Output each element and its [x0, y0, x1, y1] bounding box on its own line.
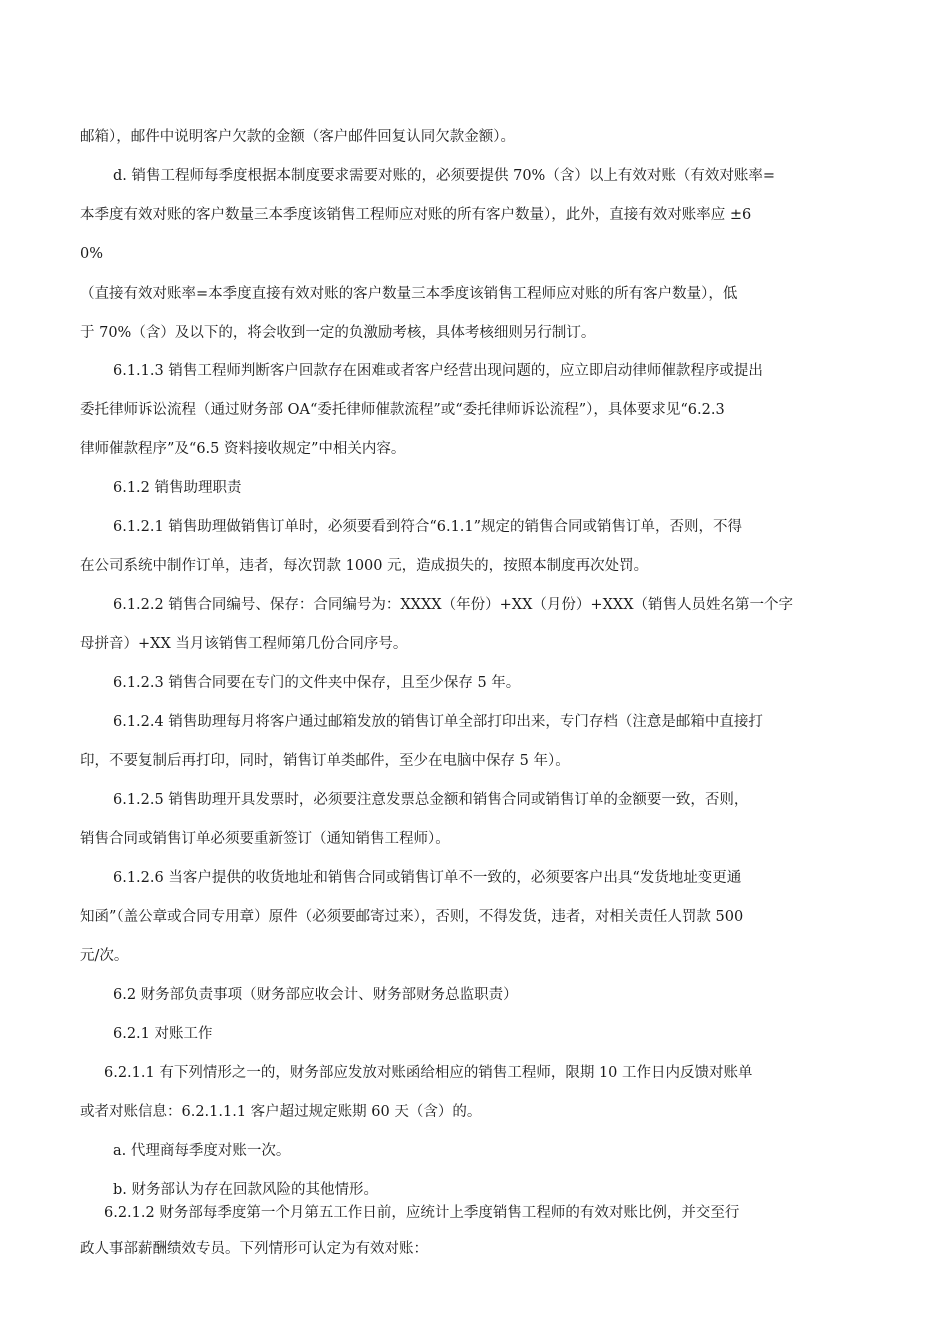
paragraph-line: 6.1.2.6 当客户提供的收货地址和销售合同或销售订单不一致的，必须要客户出具“发货地址变更通: [113, 870, 742, 886]
paragraph-line: 于 70%（含）及以下的，将会收到一定的负激励考核，具体考核细则另行制订。: [80, 325, 596, 341]
paragraph-line: 6.1.2.1 销售助理做销售订单时，必须要看到符合“6.1.1”规定的销售合同或销售订单，否则，不得: [113, 519, 743, 535]
paragraph-line: 知函”（盖公章或合同专用章）原件（必须要邮寄过来），否则，不得发货，违者，对相关责任人罚款 500: [80, 909, 744, 925]
paragraph-line: 6.1.2.2 销售合同编号、保存：合同编号为：XXXX（年份）+XX（月份）+XXX（销售人员姓名第一个字: [113, 597, 794, 613]
section-heading: 6.2 财务部负责事项（财务部应收会计、财务部财务总监职责）: [113, 987, 518, 1003]
paragraph-line: 本季度有效对账的客户数量三本季度该销售工程师应对账的所有客户数量），此外，直接有效对账率应 ±6: [80, 207, 752, 223]
paragraph-line: 印，不要复制后再打印，同时，销售订单类邮件，至少在电脑中保存 5 年）。: [80, 753, 570, 769]
paragraph-line: 元/次。: [80, 948, 129, 964]
paragraph-line: 0%: [80, 246, 104, 262]
list-item: a. 代理商每季度对账一次。: [113, 1143, 291, 1159]
paragraph-line: 6.2.1.2 财务部每季度第一个月第五工作日前，应统计上季度销售工程师的有效对账比例，并交至行: [104, 1205, 740, 1221]
paragraph-line: 销售合同或销售订单必须要重新签订（通知销售工程师）。: [80, 831, 450, 847]
paragraph-line: 6.1.2.4 销售助理每月将客户通过邮箱发放的销售订单全部打印出来，专门存档（注意是邮箱中直接打: [113, 714, 763, 730]
paragraph-line: 或者对账信息：6.2.1.1.1 客户超过规定账期 60 天（含）的。: [80, 1104, 482, 1120]
paragraph-line: 邮箱），邮件中说明客户欠款的金额（客户邮件回复认同欠款金额）。: [80, 129, 515, 145]
paragraph-line: （直接有效对账率=本季度直接有效对账的客户数量三本季度该销售工程师应对账的所有客户数量），低: [80, 286, 738, 302]
paragraph-line: 在公司系统中制作订单，违者，每次罚款 1000 元，造成损失的，按照本制度再次处罚。: [80, 558, 649, 574]
paragraph-line: 6.1.1.3 销售工程师判断客户回款存在困难或者客户经营出现问题的，应立即启动律师催款程序或提出: [113, 363, 763, 379]
paragraph-line: 律师催款程序”及“6.5 资料接收规定”中相关内容。: [80, 441, 406, 457]
paragraph-line: 委托律师诉讼流程（通过财务部 OA“委托律师催款流程”或“委托律师诉讼流程”），具体要求见“6.2.3: [80, 402, 725, 418]
paragraph-line: 政人事部薪酬绩效专员。下列情形可认定为有效对账：: [80, 1241, 428, 1257]
section-heading: 6.2.1 对账工作: [113, 1026, 213, 1042]
paragraph-line: 母拼音）+XX 当月该销售工程师第几份合同序号。: [80, 636, 408, 652]
paragraph-line: 6.1.2.3 销售合同要在专门的文件夹中保存，且至少保存 5 年。: [113, 675, 521, 691]
paragraph-line: d. 销售工程师每季度根据本制度要求需要对账的，必须要提供 70%（含）以上有效对账（有效对账率=: [113, 168, 775, 184]
paragraph-line: 6.2.1.1 有下列情形之一的，财务部应发放对账函给相应的销售工程师，限期 10 工作日内反馈对账单: [104, 1065, 753, 1081]
section-heading: 6.1.2 销售助理职责: [113, 480, 242, 496]
list-item: b. 财务部认为存在回款风险的其他情形。: [113, 1182, 378, 1198]
paragraph-line: 6.1.2.5 销售助理开具发票时，必须要注意发票总金额和销售合同或销售订单的金额要一致，否则，: [113, 792, 749, 808]
